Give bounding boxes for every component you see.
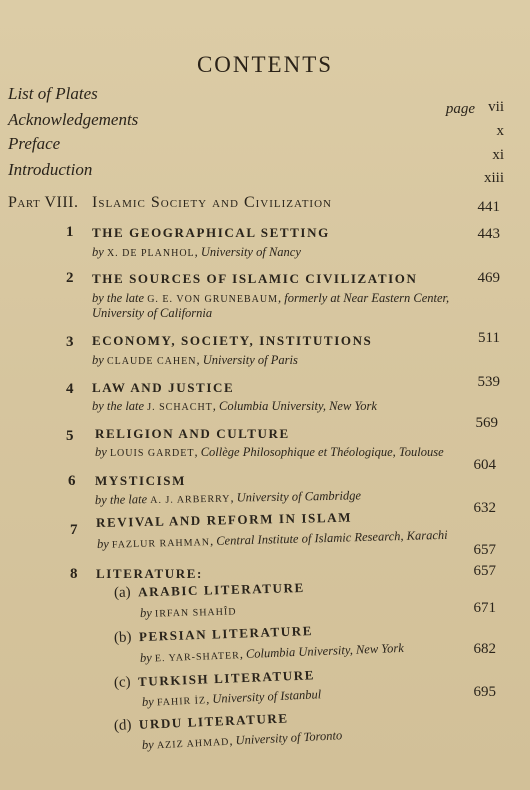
- part-number: Part VIII.: [8, 194, 79, 211]
- chapter-title: RELIGION AND CULTURE: [95, 426, 290, 441]
- subsection-title: ARABIC LITERATURE: [137, 580, 305, 600]
- chapter-page: 539: [477, 374, 500, 390]
- subsection-title: URDU LITERATURE: [138, 710, 289, 732]
- chapter-number: 4: [66, 381, 74, 397]
- chapter-page: 443: [477, 226, 500, 242]
- chapter-number: 3: [66, 334, 74, 350]
- author-name: CLAUDE CAHEN: [106, 356, 197, 367]
- chapter-page: 632: [473, 500, 496, 516]
- subsection-letter: (a): [113, 584, 131, 601]
- front-matter-acknowledgements: Acknowledgements: [8, 110, 139, 129]
- page-number-x: x: [496, 123, 504, 139]
- chapter-title: MYSTICISM: [95, 473, 186, 488]
- subsection-byline: by IRFAN SHAHÎD: [139, 605, 237, 620]
- chapter-page: 569: [475, 415, 498, 431]
- chapter-number: 6: [68, 473, 76, 489]
- subsection-page: 682: [473, 641, 496, 657]
- chapter-byline: by the late A. J. ARBERRY, University of Cambridge: [94, 488, 362, 507]
- front-matter-preface: Preface: [8, 134, 61, 153]
- chapter-page: 469: [477, 270, 500, 286]
- page-number-xi: xi: [492, 147, 504, 163]
- chapter-page: 657: [473, 563, 496, 579]
- subsection-byline: by AZIZ AHMAD, University of Toronto: [141, 728, 343, 752]
- chapter-number: 7: [70, 522, 78, 538]
- subsection-letter: (c): [113, 674, 131, 691]
- chapter-number: 8: [70, 566, 78, 582]
- subsection-title: TURKISH LITERATURE: [137, 667, 316, 690]
- author-name: X. DE PLANHOL: [106, 248, 195, 259]
- author-name: FAHIR İZ: [156, 695, 207, 709]
- author-name: FAZLUR RAHMAN: [111, 537, 211, 551]
- chapter-number: 1: [66, 224, 74, 240]
- chapter-title: LAW AND JUSTICE: [92, 380, 235, 395]
- chapter-page: 604: [473, 457, 496, 473]
- page-word: page: [445, 101, 475, 117]
- subsection-byline: by FAHIR İZ, University of Istanbul: [141, 687, 322, 709]
- chapter-byline: by the late J. SCHACHT, Columbia University, New York: [92, 399, 377, 413]
- subsection-letter: (b): [113, 629, 132, 646]
- part-heading: [8, 194, 332, 212]
- author-name: E. YAR-SHATER: [154, 650, 240, 665]
- author-name: AZIZ AHMAD: [156, 736, 230, 752]
- subsection-page: 671: [473, 600, 496, 616]
- author-name: G. E. VON GRUNEBAUM: [147, 294, 278, 305]
- chapter-byline: by LOUIS GARDET, Collège Philosophique et Théologique, Toulouse: [95, 445, 444, 459]
- chapter-byline: by FAZLUR RAHMAN, Central Institute of Islamic Research, Karachi: [96, 527, 448, 551]
- subsection-title: PERSIAN LITERATURE: [138, 623, 314, 645]
- literature-entry-b: [114, 623, 314, 647]
- chapter-title: LITERATURE:: [96, 566, 203, 581]
- author-name: J. SCHACHT: [147, 402, 213, 413]
- page-number-extra: 657: [473, 542, 496, 558]
- chapter-byline-continued: University of California: [92, 306, 213, 320]
- part-title: Islamic Society and Civilization: [92, 194, 332, 211]
- chapter-title: ECONOMY, SOCIETY, INSTITUTIONS: [92, 333, 373, 348]
- page-number-vii: vii: [488, 99, 504, 115]
- literature-entry-a: [114, 580, 305, 602]
- chapter-number: 5: [66, 428, 74, 444]
- author-name: IRFAN SHAHÎD: [154, 606, 237, 620]
- front-matter-introduction: Introduction: [8, 160, 93, 179]
- subsection-byline: by E. YAR-SHATER, Columbia University, New York: [139, 640, 404, 665]
- author-name: LOUIS GARDET: [109, 448, 195, 459]
- chapter-byline: by the late G. E. VON GRUNEBAUM, formerly at Near Eastern Center,: [92, 291, 450, 305]
- page-number-xiii: xiii: [483, 170, 504, 186]
- chapter-byline: by X. DE PLANHOL, University of Nancy: [92, 245, 301, 259]
- chapter-number: 2: [66, 270, 74, 286]
- chapter-title: REVIVAL AND REFORM IN ISLAM: [95, 509, 353, 530]
- front-matter-list-of-plates: List of Plates: [8, 84, 98, 103]
- author-name: A. J. ARBERRY: [150, 493, 231, 507]
- chapter-page: 511: [478, 330, 500, 346]
- page-title: CONTENTS: [196, 52, 334, 77]
- chapter-byline: by CLAUDE CAHEN, University of Paris: [92, 353, 298, 367]
- part-page: 441: [477, 199, 500, 215]
- chapter-title: THE GEOGRAPHICAL SETTING: [92, 225, 330, 240]
- subsection-page: 695: [473, 684, 496, 700]
- chapter-title: THE SOURCES OF ISLAMIC CIVILIZATION: [92, 271, 418, 286]
- subsection-letter: (d): [113, 717, 132, 734]
